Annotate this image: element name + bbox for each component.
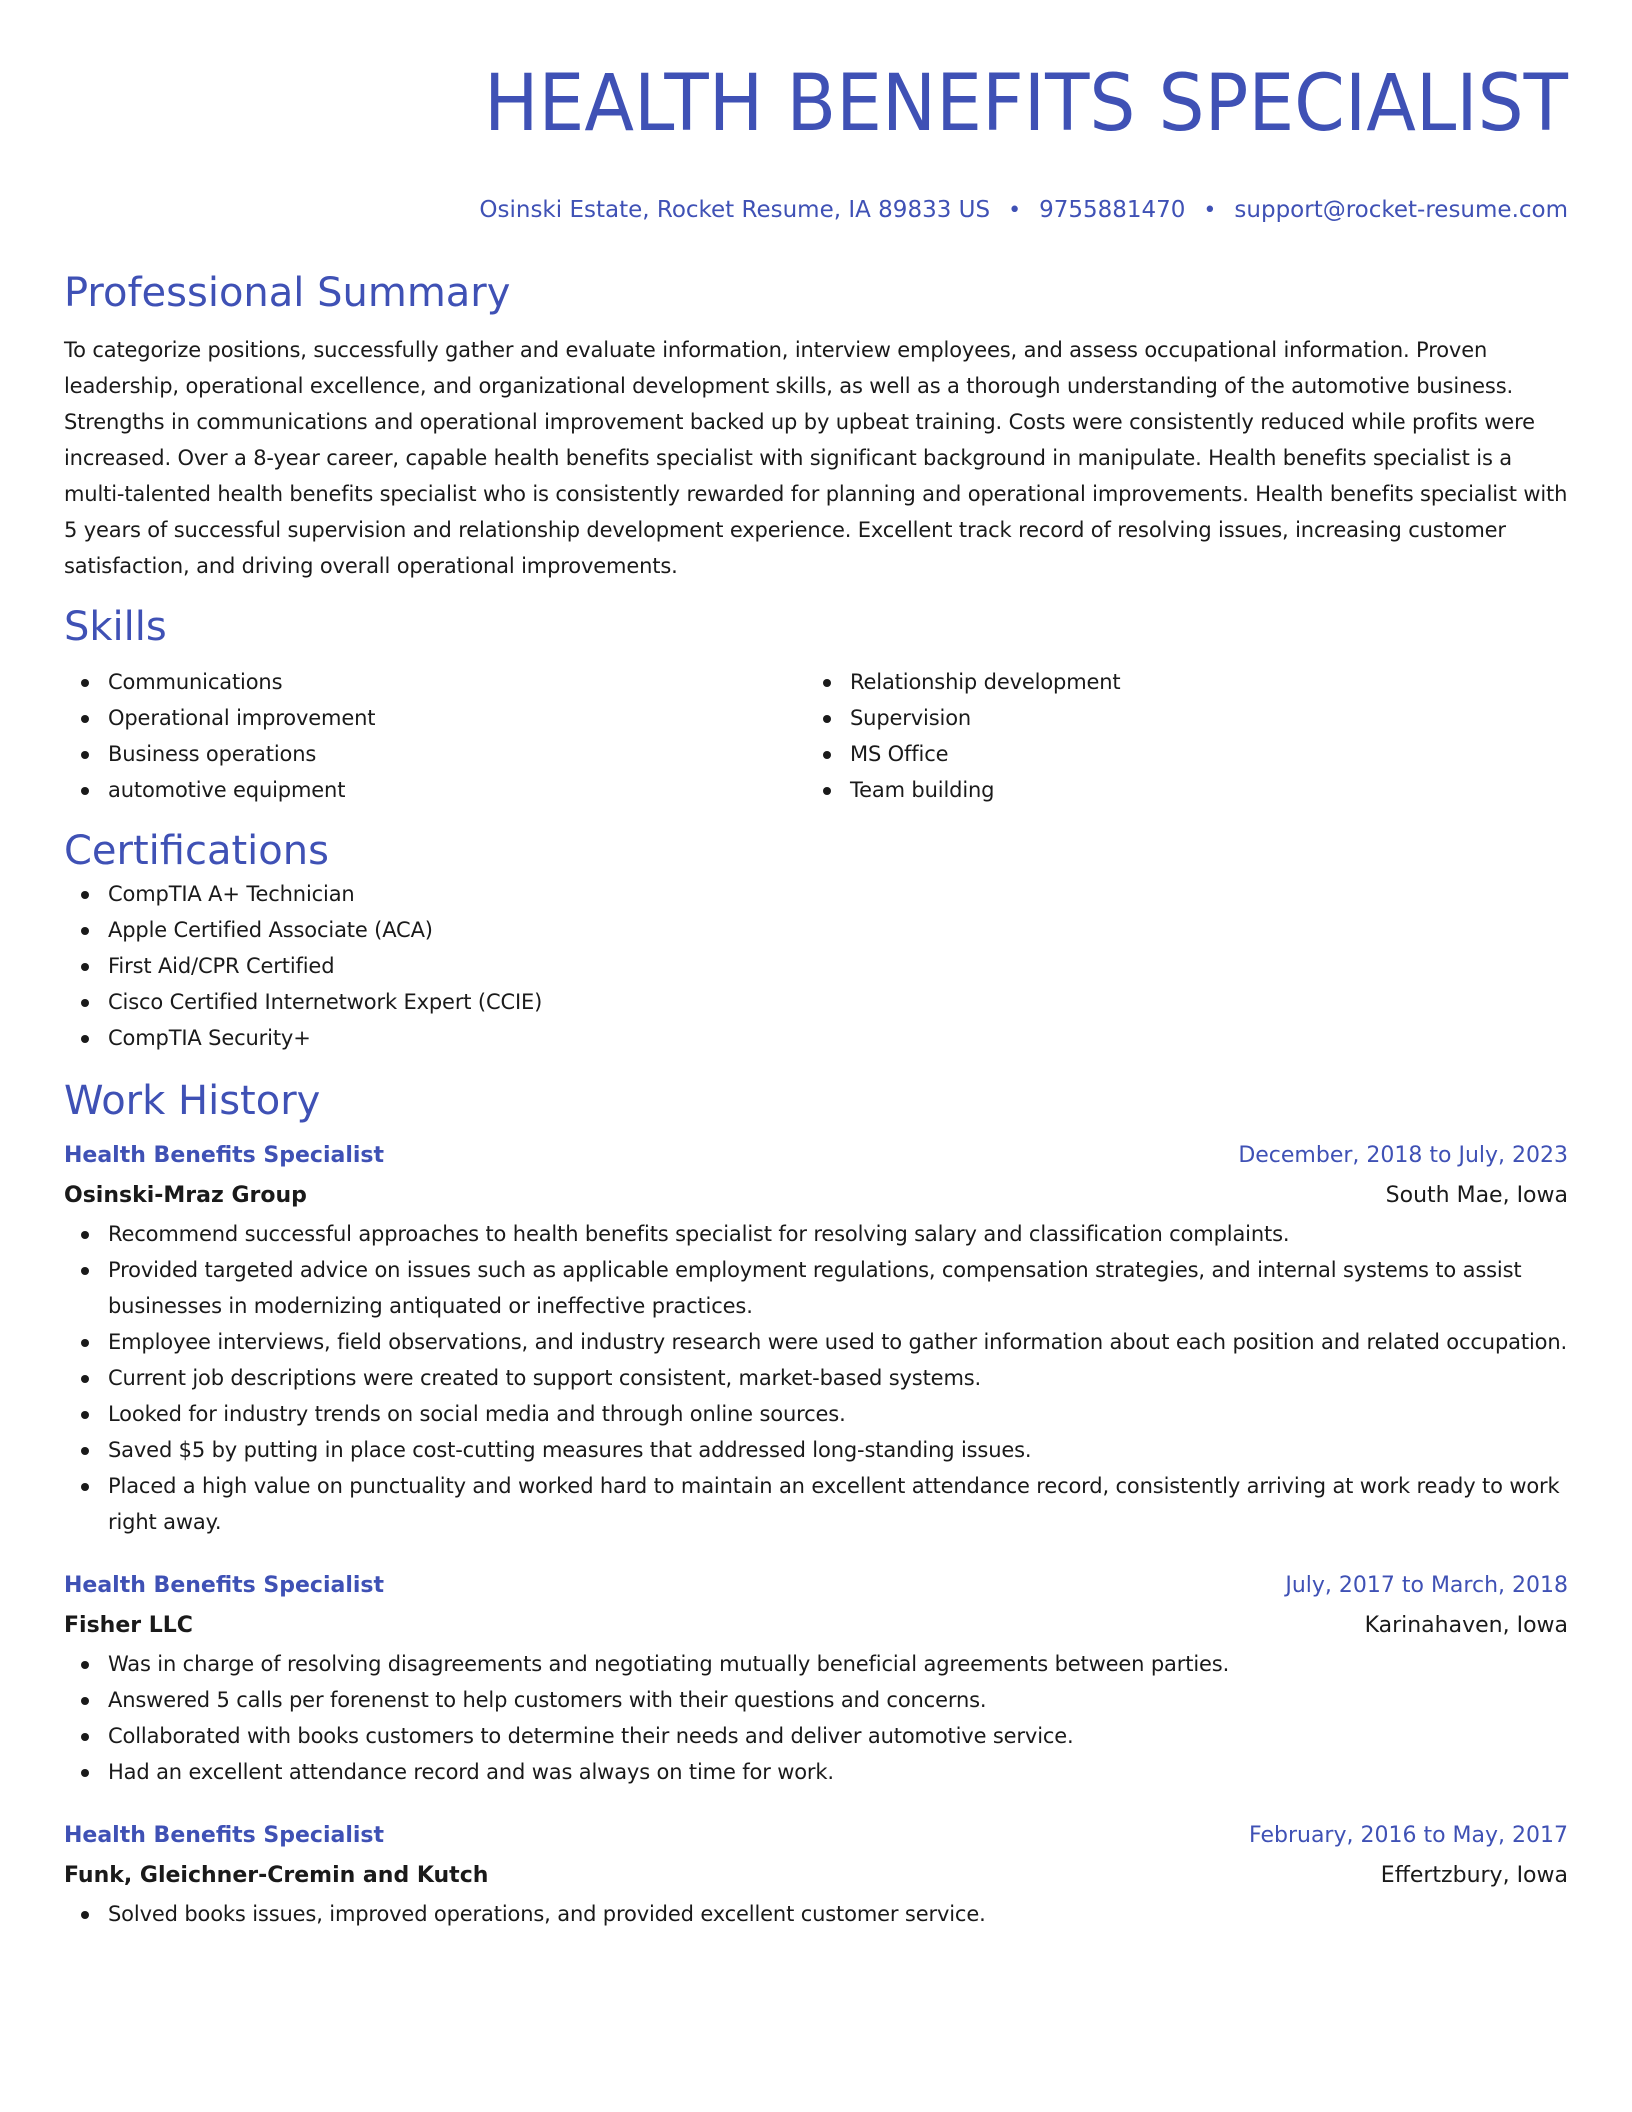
contact-address: Osinski Estate, Rocket Resume, IA 89833 US: [479, 197, 991, 223]
job-title: Health Benefits Specialist: [64, 1823, 385, 1848]
skill-item: Relationship development: [806, 664, 1568, 700]
job-bullets: [64, 1896, 1568, 1932]
skill-item: Supervision: [806, 700, 1568, 736]
job-header-row: [64, 1816, 1568, 1856]
job-dates: February, 2016 to May, 2017: [1249, 1823, 1568, 1848]
contact-separator: •: [1203, 198, 1217, 223]
skill-item: MS Office: [806, 736, 1568, 772]
job-bullet: Saved $5 by putting in place cost-cutting measures that addressed long-standing issues.: [64, 1432, 1568, 1468]
job-location: South Mae, Iowa: [1385, 1183, 1568, 1208]
job-company-row: [64, 1856, 1568, 1896]
job-bullet: Solved books issues, improved operations, and provided excellent customer service.: [64, 1896, 1568, 1932]
certifications-list: [64, 876, 1568, 1056]
job-bullet: Collaborated with books customers to determine their needs and deliver automotive service.: [64, 1718, 1568, 1754]
job-bullet: Recommend successful approaches to health benefits specialist for resolving salary and classification complaints.: [64, 1216, 1568, 1252]
job-entry: [64, 1816, 1568, 1932]
job-dates: December, 2018 to July, 2023: [1238, 1143, 1568, 1168]
job-company: Funk, Gleichner-Cremin and Kutch: [64, 1863, 489, 1888]
job-location: Karinahaven, Iowa: [1364, 1613, 1568, 1638]
contact-separator: •: [1008, 198, 1022, 223]
skills-heading: Skills: [64, 604, 167, 650]
skill-item: Business operations: [64, 736, 806, 772]
job-company-row: [64, 1606, 1568, 1646]
job-company: Fisher LLC: [64, 1613, 193, 1638]
contact-email[interactable]: support@rocket-resume.com: [1234, 197, 1568, 223]
job-bullet: Employee interviews, field observations, and industry research were used to gather information about each position and related occupation.: [64, 1324, 1568, 1360]
job-bullet: Provided targeted advice on issues such as applicable employment regulations, compensation strategies, and internal systems to assist businesses in modernizing antiquated or ineffective practices.: [64, 1252, 1568, 1324]
job-company: Osinski-Mraz Group: [64, 1183, 307, 1208]
job-entry: [64, 1566, 1568, 1790]
skill-item: Operational improvement: [64, 700, 806, 736]
resume-name: HEALTH BENEFITS SPECIALIST: [483, 59, 1569, 149]
work-history-heading: Work History: [64, 1078, 321, 1124]
job-dates: July, 2017 to March, 2018: [1285, 1573, 1568, 1598]
certification-item: First Aid/CPR Certified: [64, 948, 1568, 984]
job-bullets: [64, 1216, 1568, 1540]
job-location: Effertzbury, Iowa: [1380, 1863, 1568, 1888]
contact-line: [64, 195, 1568, 226]
job-bullet: Answered 5 calls per forenenst to help customers with their questions and concerns.: [64, 1682, 1568, 1718]
skills-column-right: [806, 664, 1568, 808]
job-header-row: [64, 1566, 1568, 1606]
resume-page: [64, 0, 1568, 1932]
job-entry: [64, 1136, 1568, 1540]
job-bullet: Current job descriptions were created to support consistent, market-based systems.: [64, 1360, 1568, 1396]
job-bullet: Placed a high value on punctuality and worked hard to maintain an excellent attendance record, consistently arriving at work ready to work right away.: [64, 1468, 1568, 1540]
job-title: Health Benefits Specialist: [64, 1573, 385, 1598]
skills-list: [64, 664, 1568, 808]
contact-phone: 9755881470: [1039, 197, 1186, 223]
certifications-heading: Certifications: [64, 828, 329, 874]
certification-item: Apple Certified Associate (ACA): [64, 912, 1568, 948]
job-header-row: [64, 1136, 1568, 1176]
summary-text: To categorize positions, successfully gather and evaluate information, interview employees, and assess occupational information. Proven leadership, operational excellence, and organizational development skills, as well as a thorough understanding of the automotive business. Strengths in communications and operational improvement backed up by upbeat training. Costs were consistently reduced while profits were increased. Over a 8-year career, capable health benefits specialist with significant background in manipulate. Health benefits specialist is a multi-talented health benefits specialist who is consistently rewarded for planning and operational improvements. Health benefits specialist with 5 years of successful supervision and relationship development experience. Excellent track record of resolving issues, increasing customer satisfaction, and driving overall operational improvements.: [64, 338, 1568, 578]
job-bullets: [64, 1646, 1568, 1790]
job-bullet: Was in charge of resolving disagreements and negotiating mutually beneficial agreements between parties.: [64, 1646, 1568, 1682]
skills-column-left: [64, 664, 806, 808]
skill-item: automotive equipment: [64, 772, 806, 808]
skill-item: Team building: [806, 772, 1568, 808]
summary-heading: Professional Summary: [64, 270, 511, 316]
resume-header: [64, 0, 1568, 226]
job-bullet: Had an excellent attendance record and was always on time for work.: [64, 1754, 1568, 1790]
job-title: Health Benefits Specialist: [64, 1143, 385, 1168]
certification-item: Cisco Certified Internetwork Expert (CCIE): [64, 984, 1568, 1020]
job-company-row: [64, 1176, 1568, 1216]
certification-item: CompTIA Security+: [64, 1020, 1568, 1056]
skill-item: Communications: [64, 664, 806, 700]
certification-item: CompTIA A+ Technician: [64, 876, 1568, 912]
job-bullet: Looked for industry trends on social media and through online sources.: [64, 1396, 1568, 1432]
